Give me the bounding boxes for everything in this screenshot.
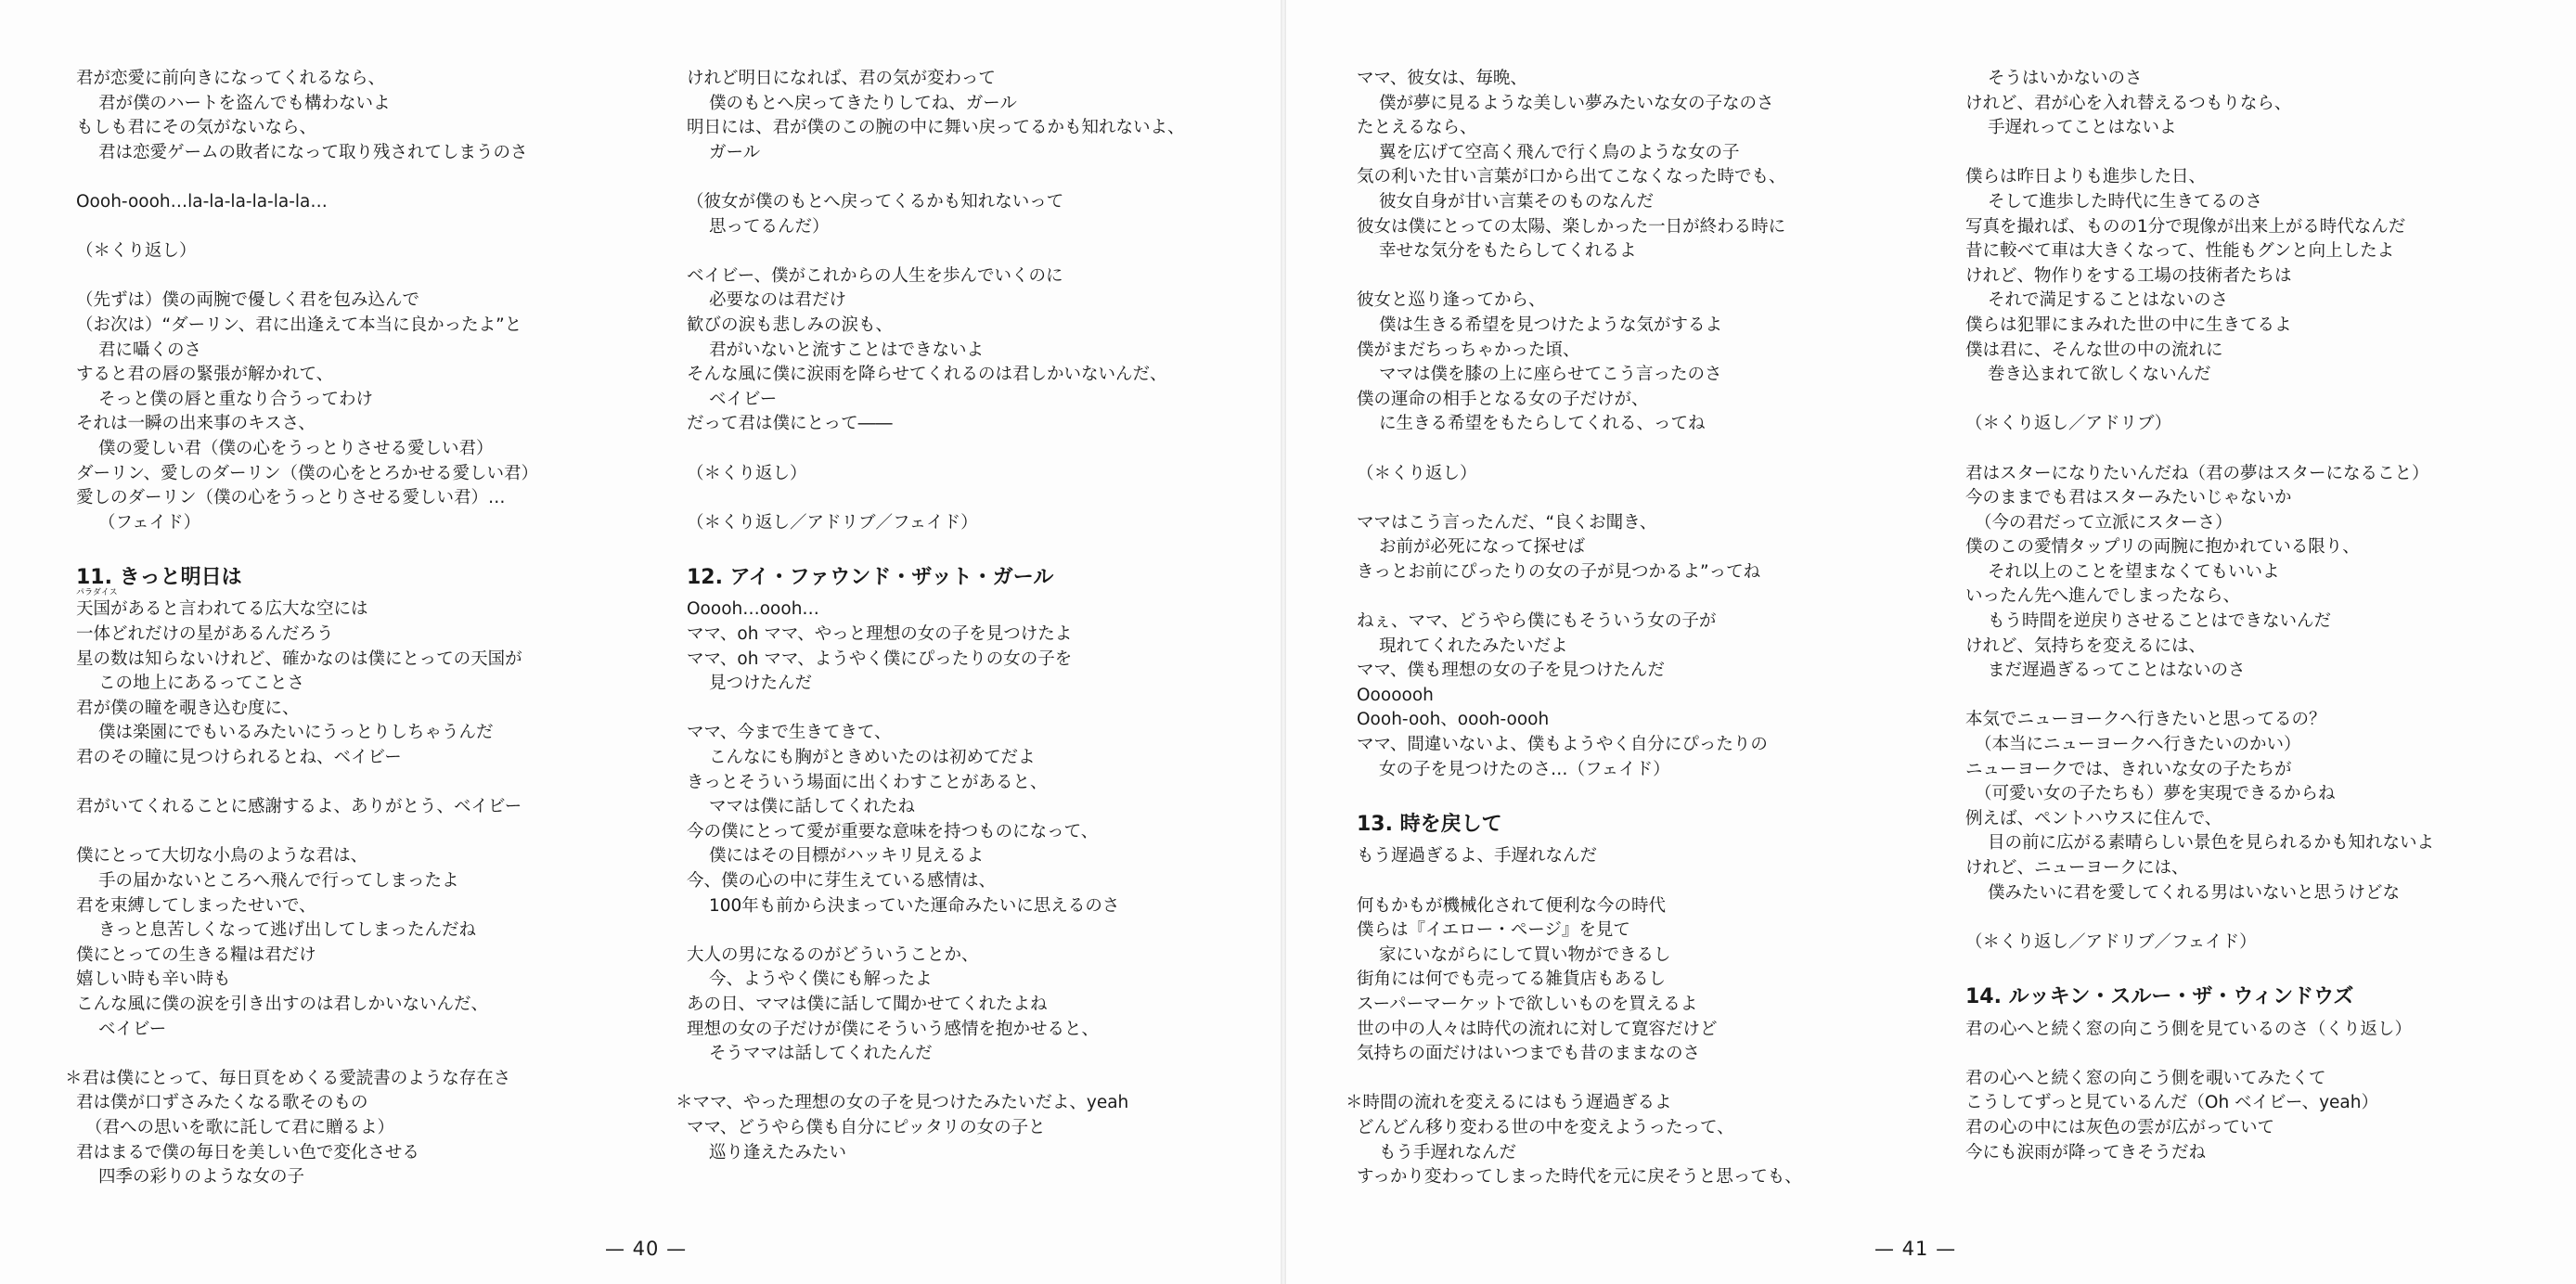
lyric-line: 明日には、君が僕のこの腕の中に舞い戻ってるかも知れないよ、 — [687, 118, 1185, 138]
lyric-line: 愛しのダーリン（僕の心をうっとりさせる愛しい君）… — [76, 488, 506, 508]
lyric-line: （彼女が僕のもとへ戻ってくるかも知れないって — [687, 191, 1064, 212]
lyric-line: ママ、oh ママ、ようやく僕にぴったりの女の子を — [687, 648, 1073, 669]
lyric-line: スーパーマーケットで欲しいものを買えるよ — [1357, 994, 1698, 1014]
stanza-break — [687, 1067, 1262, 1092]
lyric-line: 君はまるで僕の毎日を美しい色で変化させる — [76, 1142, 419, 1162]
lyric-line: 一体どれだけの星があるんだろう — [76, 624, 334, 645]
lyric-line: 写真を撮れば、ものの1分で現像が出来上がる時代なんだ — [1965, 216, 2406, 237]
lyric-line: ママ、間違いないよ、僕もようやく自分にぴったりの — [1357, 735, 1768, 755]
lyric-line: 昔に較べて車は大きくなって、性能もグンと向上したよ — [1965, 241, 2395, 262]
lyric-line: Oooh-oooh…la-la-la-la-la-la… — [76, 191, 328, 212]
lyric-line: ママ、彼女は、毎晩、 — [1357, 69, 1527, 88]
lyric-line: そして進歩した時代に生きてるのさ — [1988, 191, 2263, 212]
lyric-line: ベイビー — [98, 1019, 167, 1039]
lyric-line: 今のままでも君はスターみたいじゃないか — [1965, 488, 2292, 508]
lyric-line: （お次は）“ダーリン、君に出逢えて本当に良かったよ”と — [76, 315, 522, 335]
stanza-break — [1965, 388, 2541, 413]
lyric-line: 君はスターになりたいんだね（君の夢はスターになること） — [1965, 463, 2429, 483]
stanza-break — [1965, 1042, 2541, 1067]
lyric-line: 手遅れってことはないよ — [1988, 118, 2177, 138]
lyric-line: ママはこう言ったんだ、“良くお聞き、 — [1357, 512, 1657, 533]
lyric-line: 思ってるんだ） — [709, 216, 830, 237]
song-title: 11. きっと明日は — [76, 565, 242, 589]
lyric-line: ダーリン、愛しのダーリン（僕の心をとろかせる愛しい君） — [76, 463, 539, 483]
lyrics-column-3 — [1346, 67, 1932, 1190]
lyric-line: 世の中の人々は時代の流れに対して寛容だけど — [1357, 1019, 1718, 1039]
page-41 — [1286, 0, 2576, 1284]
lyric-line: 君の心の中には灰色の雲が広がっていて — [1965, 1117, 2275, 1137]
lyric-line: 彼女自身が甘い言葉そのものなんだ — [1379, 191, 1655, 212]
lyric-line: もう手遅れなんだ — [1379, 1142, 1517, 1162]
lyric-line: こんなにも胸がときめいたのは初めてだよ — [709, 748, 1036, 768]
lyric-line: 僕は君に、そんな世の中の流れに — [1965, 340, 2223, 360]
lyric-line: 僕にはその目標がハッキリ見えるよ — [709, 846, 985, 867]
lyric-line: それで満足することはないのさ — [1988, 290, 2229, 311]
lyric-line: 手の届かないところへ飛んで行ってしまったよ — [98, 871, 459, 891]
stanza-break — [1357, 782, 1932, 807]
lyric-line: 家にいながらにして買い物ができるし — [1379, 944, 1671, 965]
lyric-line: こうしてずっと見ているんだ（Oh ベイビー、yeah） — [1965, 1093, 2378, 1113]
lyric-line: 今の僕にとって愛が重要な意味を持つものになって、 — [687, 821, 1099, 841]
stanza-break — [687, 918, 1262, 944]
lyric-line: 今、僕の心の中に芽生えている感情は、 — [687, 871, 997, 891]
lyric-line: そっと僕の唇と重なり合うってわけ — [98, 389, 374, 409]
lyric-line: ねぇ、ママ、どうやら僕にもそういう女の子が — [1357, 611, 1717, 632]
lyric-line: （＊くり返し／アドリブ／フェイド） — [687, 512, 978, 533]
stanza-break — [1965, 141, 2541, 166]
lyric-line: （＊くり返し） — [76, 241, 197, 262]
lyrics-column-2 — [676, 67, 1262, 1165]
lyric-line: ママ、今まで生きてきて、 — [687, 723, 892, 743]
lyric-line: Oooh-ooh、oooh-oooh — [1357, 710, 1550, 730]
lyric-line: 君が恋愛に前向きになってくれるなら、 — [76, 69, 386, 88]
stanza-break — [76, 535, 651, 560]
lyric-line: 例えば、ペントハウスに住んで、 — [1965, 808, 2222, 828]
lyric-line: 気持ちの面だけはいつまでも昔のままなのさ — [1357, 1044, 1701, 1064]
lyric-line: 巻き込まれて欲しくないんだ — [1988, 365, 2211, 385]
lyric-line: 君は僕が口ずさみたくなる歌そのもの — [76, 1093, 368, 1113]
ruby-annotation: パラダイス — [76, 588, 118, 598]
lyric-line: こんな風に僕の涙を引き出すのは君しかいないんだ、 — [76, 994, 489, 1014]
lyric-line: 巡り逢えたみたい — [709, 1142, 847, 1162]
stanza-break — [76, 264, 651, 289]
lyric-line: 君の心へと続く窓の向こう側を見ているのさ（くり返し） — [1965, 1019, 2413, 1039]
lyric-line: けれど、物作りをする工場の技術者たちは — [1965, 265, 2292, 286]
lyrics-column-4 — [1965, 67, 2541, 1165]
stanza-break — [76, 1042, 651, 1067]
lyric-line: 嬉しい時も辛い時も — [76, 969, 231, 990]
lyric-line: 今にも涙雨が降ってきそうだね — [1965, 1142, 2207, 1162]
lyric-line: どんどん移り変わる世の中を変えようったって、 — [1357, 1117, 1734, 1137]
lyric-line: 僕らは犯罪にまみれた世の中に生きてるよ — [1965, 315, 2292, 335]
lyric-line: （可愛い女の子たちも）夢を実現できるからね — [1975, 784, 2336, 804]
stanza-break — [1357, 437, 1932, 462]
stanza-break — [1965, 905, 2541, 931]
song-title: 12. アイ・ファウンド・ザット・ガール — [687, 565, 1054, 589]
lyric-line: 現れてくれたみたいだよ — [1379, 636, 1568, 656]
lyric-line: それは一瞬の出来事のキスさ、 — [76, 414, 316, 434]
lyric-line: すると君の唇の緊張が解かれて、 — [76, 365, 334, 385]
lyric-line: 僕みたいに君を愛してくれる男はいないと思うけどな — [1988, 882, 2401, 903]
lyric-line: ＊ママ、やった理想の女の子を見つけたみたいだよ、yeah — [676, 1093, 1129, 1113]
lyric-line: 大人の男になるのがどういうことか、 — [687, 944, 979, 965]
lyric-line: この地上にあるってことさ — [98, 674, 305, 694]
lyric-line: 見つけたんだ — [709, 674, 813, 694]
lyric-line: （＊くり返し／アドリブ） — [1965, 414, 2172, 434]
stanza-break — [1965, 437, 2541, 462]
lyric-line: ママは僕を膝の上に座らせてこう言ったのさ — [1379, 365, 1722, 385]
lyric-line: （君への思いを歌に託して君に贈るよ） — [85, 1117, 395, 1137]
lyric-line: まだ遅過ぎるってことはないのさ — [1988, 661, 2246, 681]
lyric-line: （＊くり返し） — [687, 463, 807, 483]
lyric-line: 僕の愛しい君（僕の心をうっとりさせる愛しい君） — [98, 438, 494, 458]
lyric-line: 100年も前から決まっていた運命みたいに思えるのさ — [709, 895, 1120, 916]
lyric-line: きっとそういう場面に出くわすことがあると、 — [687, 772, 1048, 792]
lyric-line: すっかり変わってしまった時代を元に戻そうと思っても、 — [1357, 1167, 1802, 1188]
lyric-line: （フェイド） — [98, 512, 201, 533]
lyric-text: 天国があると言われてる広大な空には — [76, 599, 368, 620]
lyric-line: もう時間を逆戻りさせることはできないんだ — [1988, 611, 2332, 632]
lyric-line: ベイビー、僕がこれからの人生を歩んでいくのに — [687, 265, 1063, 286]
lyric-line: 僕は楽園にでもいるみたいにうっとりしちゃうんだ — [98, 723, 494, 743]
lyric-line: けれど明日になれば、君の気が変わって — [687, 69, 996, 88]
lyric-line: いったん先へ進んでしまったなら、 — [1965, 586, 2241, 607]
lyric-line: もう遅過ぎるよ、手遅れなんだ — [1357, 846, 1598, 867]
lyric-line: 必要なのは君だけ — [709, 290, 847, 311]
lyric-line: きっとお前にぴったりの女の子が見つかるよ”ってね — [1357, 561, 1761, 582]
page-number-41: — 41 — — [1874, 1238, 1957, 1260]
stanza-break — [687, 239, 1262, 264]
lyric-line: けれど、ニューヨークには、 — [1965, 858, 2189, 878]
stanza-break — [76, 165, 651, 190]
lyric-line: けれど、君が心を入れ替えるつもりなら、 — [1965, 93, 2292, 113]
page-40 — [0, 0, 1281, 1284]
lyric-line: ママは僕に話してくれたね — [709, 797, 916, 817]
lyric-line: 君が僕のハートを盗んでも構わないよ — [98, 93, 391, 113]
ruby-word — [76, 588, 368, 620]
lyric-line: 僕にとっての生きる糧は君だけ — [76, 944, 316, 965]
lyric-line: 女の子を見つけたのさ…（フェイド） — [1379, 759, 1670, 779]
lyric-line: 翼を広げて空高く飛んで行く鳥のような女の子 — [1379, 142, 1740, 162]
lyric-line: 四季の彩りのような女の子 — [98, 1167, 305, 1188]
lyric-line: 僕らは昨日よりも進歩した日、 — [1965, 167, 2207, 187]
lyric-line: 僕が夢に見るような美しい夢みたいな女の子なのさ — [1379, 93, 1774, 113]
lyric-line — [76, 588, 651, 623]
song-title: 13. 時を戻して — [1357, 812, 1502, 836]
lyric-line: あの日、ママは僕に話して聞かせてくれたよね — [687, 994, 1048, 1014]
lyric-line: きっと息苦しくなって逃げ出してしまったんだね — [98, 920, 477, 941]
stanza-break — [76, 771, 651, 796]
lyric-line: 彼女は僕にとっての太陽、楽しかった一日が終わる時に — [1357, 216, 1786, 237]
lyric-line: お前が必死になって探せば — [1379, 537, 1586, 558]
stanza-break — [1965, 684, 2541, 709]
lyric-line: 君の心へと続く窓の向こう側を覗いてみたくて — [1965, 1068, 2326, 1088]
lyric-line: そんな風に僕に涙雨を降らせてくれるのは君しかいないんだ、 — [687, 365, 1167, 385]
lyric-line: （＊くり返し） — [1357, 463, 1477, 483]
stanza-break — [76, 820, 651, 845]
lyric-line: 君のその瞳に見つけられるとね、ベイビー — [76, 748, 402, 768]
stanza-break — [1357, 869, 1932, 894]
lyric-line: 僕の運命の相手となる女の子だけが、 — [1357, 389, 1649, 409]
lyric-line: 何もかもが機械化されて便利な今の時代 — [1357, 895, 1667, 916]
stanza-break — [687, 165, 1262, 190]
lyric-line: ママ、僕も理想の女の子を見つけたんだ — [1357, 661, 1665, 681]
stanza-break — [687, 535, 1262, 560]
lyric-line: ママ、どうやら僕も自分にピッタリの女の子と — [687, 1117, 1046, 1137]
lyric-line: 君が僕の瞳を覗き込む度に、 — [76, 698, 300, 718]
lyric-line: （本当にニューヨークへ行きたいのかい） — [1975, 735, 2301, 755]
stanza-break — [76, 215, 651, 240]
lyrics-column-1 — [65, 67, 651, 1190]
stanza-break — [1357, 486, 1932, 511]
lyric-line: 星の数は知らないけれど、確かなのは僕にとっての天国が — [76, 648, 522, 669]
lyric-line: 僕は生きる希望を見つけたような気がするよ — [1379, 315, 1723, 335]
stanza-break — [1357, 584, 1932, 610]
lyric-line: 君がいないと流すことはできないよ — [709, 340, 985, 360]
lyric-line: 目の前に広がる素晴らしい景色を見られるかも知れないよ — [1988, 833, 2435, 854]
page-number-40: — 40 — — [605, 1238, 688, 1260]
lyric-line: Ooooooh — [1357, 685, 1434, 705]
song-title: 14. ルッキン・スルー・ザ・ウィンドウズ — [1965, 984, 2354, 1008]
lyric-line: けれど、気持ちを変えるには、 — [1965, 636, 2207, 656]
lyric-line: 僕のこの愛情タップリの両腕に抱かれている限り、 — [1965, 537, 2360, 558]
stanza-break — [687, 697, 1262, 722]
lyric-line: ＊君は僕にとって、毎日頁をめくる愛読書のような存在さ — [65, 1068, 511, 1088]
lyric-line: もしも君にその気がないなら、 — [76, 118, 317, 138]
lyric-line: （先ずは）僕の両腕で優しく君を包み込んで — [76, 290, 420, 311]
lyric-line: ニューヨークでは、きれいな女の子たちが — [1965, 759, 2292, 779]
lyric-line: そうはいかないのさ — [1988, 69, 2143, 88]
lyric-line: だって君は僕にとって―― — [687, 414, 893, 434]
lyric-line: （今の君だって立派にスターさ） — [1975, 512, 2233, 533]
lyric-line: それ以上のことを望まなくてもいいよ — [1988, 561, 2280, 582]
lyric-line: 僕がまだちっちゃかった頃、 — [1357, 340, 1580, 360]
lyric-line: 君を束縛してしまったせいで、 — [76, 895, 316, 916]
lyric-line: 気の利いた甘い言葉が口から出てこなくなった時でも、 — [1357, 167, 1786, 187]
lyric-line: 君がいてくれることに感謝するよ、ありがとう、ベイビー — [76, 797, 522, 817]
lyric-line: たとえるなら、 — [1357, 118, 1477, 138]
lyric-line: 街角には何でも売ってる雑貨店もあるし — [1357, 969, 1667, 990]
lyric-line: 僕のもとへ戻ってきたりしてね、ガール — [709, 93, 1017, 113]
lyric-line: 僕にとって大切な小鳥のような君は、 — [76, 846, 368, 867]
lyric-line: 君に囁くのさ — [98, 340, 202, 360]
lyric-line: に生きる希望をもたらしてくれる、ってね — [1379, 414, 1706, 434]
lyric-line: 本気でニューヨークへ行きたいと思ってるの？ — [1965, 710, 2326, 730]
lyric-line: 君は恋愛ゲームの敗者になって取り残されてしまうのさ — [98, 142, 528, 162]
lyric-line: Ooooh…oooh… — [687, 599, 819, 620]
lyric-line: ベイビー — [709, 389, 778, 409]
lyric-line: ママ、oh ママ、やっと理想の女の子を見つけたよ — [687, 624, 1073, 645]
stanza-break — [687, 486, 1262, 511]
stanza-break — [1965, 955, 2541, 980]
stanza-break — [687, 437, 1262, 462]
lyric-line: 僕らは『イエロー・ページ』を見て — [1357, 920, 1630, 941]
stanza-break — [1357, 1067, 1932, 1092]
lyric-line: 彼女と巡り逢ってから、 — [1357, 290, 1546, 311]
lyric-line: 幸せな気分をもたらしてくれるよ — [1379, 241, 1637, 262]
lyric-line: ガール — [709, 142, 761, 162]
lyric-line: 理想の女の子だけが僕にそういう感情を抱かせると、 — [687, 1019, 1100, 1039]
lyric-line: ＊時間の流れを変えるにはもう遅過ぎるよ — [1346, 1093, 1672, 1113]
lyric-line: 今、ようやく僕にも解ったよ — [709, 969, 933, 990]
lyric-line: そうママは話してくれたんだ — [709, 1044, 933, 1064]
lyric-line: 歓びの涙も悲しみの涙も、 — [687, 315, 894, 335]
stanza-break — [1357, 264, 1932, 289]
lyric-line: （＊くり返し／アドリブ／フェイド） — [1965, 931, 2257, 952]
